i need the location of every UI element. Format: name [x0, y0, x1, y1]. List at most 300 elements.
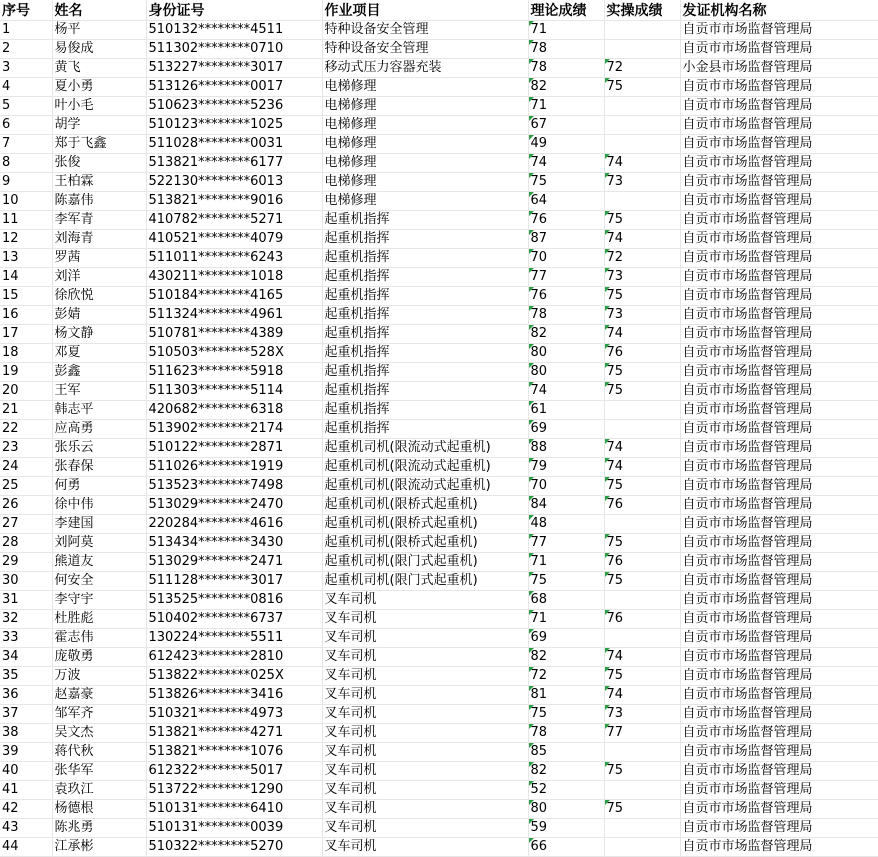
cell-id-number[interactable]: 513126********0017 [146, 78, 322, 97]
cell-theory-score[interactable]: 71 [528, 21, 604, 40]
cell-work-item[interactable]: 电梯修理 [322, 154, 528, 173]
cell-practical-score[interactable]: 74 [604, 439, 680, 458]
cell-practical-score[interactable] [604, 420, 680, 439]
cell-theory-score[interactable]: 78 [528, 59, 604, 78]
cell-theory-score[interactable]: 82 [528, 78, 604, 97]
cell-index[interactable]: 24 [0, 458, 52, 477]
cell-id-number[interactable]: 511026********1919 [146, 458, 322, 477]
cell-index[interactable]: 16 [0, 306, 52, 325]
cell-practical-score[interactable] [604, 781, 680, 800]
cell-id-number[interactable]: 510132********4511 [146, 21, 322, 40]
cell-index[interactable]: 13 [0, 249, 52, 268]
cell-id-number[interactable]: 511028********0031 [146, 135, 322, 154]
cell-id-number[interactable]: 513722********1290 [146, 781, 322, 800]
cell-id-number[interactable]: 612423********2810 [146, 648, 322, 667]
cell-practical-score[interactable]: 73 [604, 268, 680, 287]
cell-theory-score[interactable]: 84 [528, 496, 604, 515]
cell-practical-score[interactable]: 73 [604, 173, 680, 192]
cell-index[interactable]: 22 [0, 420, 52, 439]
cell-theory-score[interactable]: 78 [528, 724, 604, 743]
header-issuing-authority[interactable]: 发证机构名称 [680, 0, 878, 21]
cell-id-number[interactable]: 513902********2174 [146, 420, 322, 439]
cell-theory-score[interactable]: 81 [528, 686, 604, 705]
cell-index[interactable]: 19 [0, 363, 52, 382]
cell-issuing-authority[interactable]: 自贡市市场监督管理局 [680, 648, 878, 667]
cell-issuing-authority[interactable]: 自贡市市场监督管理局 [680, 230, 878, 249]
cell-issuing-authority[interactable]: 自贡市市场监督管理局 [680, 515, 878, 534]
header-practical-score[interactable]: 实操成绩 [604, 0, 680, 21]
cell-id-number[interactable]: 513821********1076 [146, 743, 322, 762]
cell-index[interactable]: 6 [0, 116, 52, 135]
cell-work-item[interactable]: 特种设备安全管理 [322, 21, 528, 40]
cell-practical-score[interactable]: 75 [604, 211, 680, 230]
cell-theory-score[interactable]: 71 [528, 610, 604, 629]
cell-name[interactable]: 刘阿莫 [52, 534, 146, 553]
cell-practical-score[interactable] [604, 838, 680, 857]
cell-name[interactable]: 何安全 [52, 572, 146, 591]
cell-name[interactable]: 庞敬勇 [52, 648, 146, 667]
cell-issuing-authority[interactable]: 自贡市市场监督管理局 [680, 154, 878, 173]
cell-index[interactable]: 38 [0, 724, 52, 743]
cell-issuing-authority[interactable]: 自贡市市场监督管理局 [680, 40, 878, 59]
cell-index[interactable]: 20 [0, 382, 52, 401]
cell-index[interactable]: 31 [0, 591, 52, 610]
cell-issuing-authority[interactable]: 自贡市市场监督管理局 [680, 287, 878, 306]
cell-theory-score[interactable]: 71 [528, 97, 604, 116]
cell-theory-score[interactable]: 70 [528, 477, 604, 496]
cell-index[interactable]: 9 [0, 173, 52, 192]
cell-issuing-authority[interactable]: 自贡市市场监督管理局 [680, 401, 878, 420]
cell-issuing-authority[interactable]: 自贡市市场监督管理局 [680, 458, 878, 477]
header-index[interactable]: 序号 [0, 0, 52, 21]
cell-issuing-authority[interactable]: 自贡市市场监督管理局 [680, 762, 878, 781]
cell-practical-score[interactable] [604, 591, 680, 610]
cell-practical-score[interactable]: 74 [604, 154, 680, 173]
cell-index[interactable]: 30 [0, 572, 52, 591]
cell-practical-score[interactable]: 74 [604, 686, 680, 705]
cell-index[interactable]: 39 [0, 743, 52, 762]
cell-work-item[interactable]: 电梯修理 [322, 135, 528, 154]
cell-index[interactable]: 21 [0, 401, 52, 420]
cell-issuing-authority[interactable]: 自贡市市场监督管理局 [680, 173, 878, 192]
cell-id-number[interactable]: 511011********6243 [146, 249, 322, 268]
cell-index[interactable]: 36 [0, 686, 52, 705]
cell-name[interactable]: 徐中伟 [52, 496, 146, 515]
cell-index[interactable]: 33 [0, 629, 52, 648]
cell-theory-score[interactable]: 77 [528, 268, 604, 287]
cell-issuing-authority[interactable]: 自贡市市场监督管理局 [680, 496, 878, 515]
cell-theory-score[interactable]: 76 [528, 287, 604, 306]
cell-work-item[interactable]: 起重机指挥 [322, 306, 528, 325]
cell-name[interactable]: 王军 [52, 382, 146, 401]
cell-index[interactable]: 7 [0, 135, 52, 154]
cell-work-item[interactable]: 起重机指挥 [322, 325, 528, 344]
cell-work-item[interactable]: 叉车司机 [322, 686, 528, 705]
cell-work-item[interactable]: 叉车司机 [322, 591, 528, 610]
cell-id-number[interactable]: 410782********5271 [146, 211, 322, 230]
header-name[interactable]: 姓名 [52, 0, 146, 21]
cell-name[interactable]: 彭鑫 [52, 363, 146, 382]
cell-issuing-authority[interactable]: 自贡市市场监督管理局 [680, 572, 878, 591]
cell-index[interactable]: 26 [0, 496, 52, 515]
cell-work-item[interactable]: 叉车司机 [322, 629, 528, 648]
cell-theory-score[interactable]: 59 [528, 819, 604, 838]
cell-issuing-authority[interactable]: 自贡市市场监督管理局 [680, 705, 878, 724]
cell-id-number[interactable]: 420682********6318 [146, 401, 322, 420]
cell-practical-score[interactable]: 75 [604, 287, 680, 306]
cell-id-number[interactable]: 510623********5236 [146, 97, 322, 116]
cell-practical-score[interactable] [604, 97, 680, 116]
cell-name[interactable]: 徐欣悦 [52, 287, 146, 306]
cell-index[interactable]: 34 [0, 648, 52, 667]
cell-work-item[interactable]: 起重机司机(限桥式起重机) [322, 534, 528, 553]
cell-name[interactable]: 李建国 [52, 515, 146, 534]
cell-name[interactable]: 叶小毛 [52, 97, 146, 116]
cell-issuing-authority[interactable]: 自贡市市场监督管理局 [680, 363, 878, 382]
cell-issuing-authority[interactable]: 自贡市市场监督管理局 [680, 838, 878, 857]
cell-practical-score[interactable]: 74 [604, 648, 680, 667]
cell-practical-score[interactable]: 75 [604, 363, 680, 382]
cell-practical-score[interactable]: 76 [604, 553, 680, 572]
cell-practical-score[interactable] [604, 40, 680, 59]
cell-work-item[interactable]: 起重机指挥 [322, 363, 528, 382]
cell-id-number[interactable]: 511623********5918 [146, 363, 322, 382]
cell-index[interactable]: 43 [0, 819, 52, 838]
cell-practical-score[interactable] [604, 743, 680, 762]
cell-practical-score[interactable]: 73 [604, 306, 680, 325]
cell-theory-score[interactable]: 71 [528, 553, 604, 572]
cell-practical-score[interactable] [604, 135, 680, 154]
cell-issuing-authority[interactable]: 自贡市市场监督管理局 [680, 477, 878, 496]
cell-work-item[interactable]: 叉车司机 [322, 819, 528, 838]
cell-practical-score[interactable]: 74 [604, 325, 680, 344]
cell-work-item[interactable]: 叉车司机 [322, 667, 528, 686]
cell-theory-score[interactable]: 74 [528, 154, 604, 173]
cell-theory-score[interactable]: 82 [528, 762, 604, 781]
cell-name[interactable]: 蒋代秋 [52, 743, 146, 762]
cell-name[interactable]: 何勇 [52, 477, 146, 496]
cell-work-item[interactable]: 叉车司机 [322, 724, 528, 743]
cell-id-number[interactable]: 510131********0039 [146, 819, 322, 838]
cell-issuing-authority[interactable]: 自贡市市场监督管理局 [680, 743, 878, 762]
cell-work-item[interactable]: 电梯修理 [322, 192, 528, 211]
cell-name[interactable]: 黄飞 [52, 59, 146, 78]
cell-practical-score[interactable]: 76 [604, 496, 680, 515]
cell-index[interactable]: 17 [0, 325, 52, 344]
cell-issuing-authority[interactable]: 小金县市场监督管理局 [680, 59, 878, 78]
cell-issuing-authority[interactable]: 自贡市市场监督管理局 [680, 344, 878, 363]
cell-id-number[interactable]: 220284********4616 [146, 515, 322, 534]
cell-work-item[interactable]: 起重机指挥 [322, 230, 528, 249]
cell-name[interactable]: 陈兆勇 [52, 819, 146, 838]
cell-name[interactable]: 邓夏 [52, 344, 146, 363]
cell-index[interactable]: 44 [0, 838, 52, 857]
cell-work-item[interactable]: 起重机司机(限流动式起重机) [322, 458, 528, 477]
cell-practical-score[interactable]: 75 [604, 572, 680, 591]
cell-issuing-authority[interactable]: 自贡市市场监督管理局 [680, 21, 878, 40]
cell-work-item[interactable]: 起重机指挥 [322, 211, 528, 230]
cell-name[interactable]: 袁玖江 [52, 781, 146, 800]
cell-name[interactable]: 陈嘉伟 [52, 192, 146, 211]
cell-issuing-authority[interactable]: 自贡市市场监督管理局 [680, 78, 878, 97]
cell-theory-score[interactable]: 67 [528, 116, 604, 135]
cell-work-item[interactable]: 叉车司机 [322, 762, 528, 781]
cell-name[interactable]: 应高勇 [52, 420, 146, 439]
cell-issuing-authority[interactable]: 自贡市市场监督管理局 [680, 800, 878, 819]
cell-name[interactable]: 杨文静 [52, 325, 146, 344]
cell-work-item[interactable]: 电梯修理 [322, 173, 528, 192]
cell-work-item[interactable]: 叉车司机 [322, 781, 528, 800]
cell-index[interactable]: 2 [0, 40, 52, 59]
cell-theory-score[interactable]: 78 [528, 306, 604, 325]
cell-practical-score[interactable]: 75 [604, 382, 680, 401]
cell-name[interactable]: 杜胜彪 [52, 610, 146, 629]
cell-work-item[interactable]: 起重机司机(限门式起重机) [322, 572, 528, 591]
cell-practical-score[interactable]: 72 [604, 59, 680, 78]
cell-index[interactable]: 35 [0, 667, 52, 686]
cell-theory-score[interactable]: 49 [528, 135, 604, 154]
cell-issuing-authority[interactable]: 自贡市市场监督管理局 [680, 268, 878, 287]
cell-issuing-authority[interactable]: 自贡市市场监督管理局 [680, 192, 878, 211]
cell-issuing-authority[interactable]: 自贡市市场监督管理局 [680, 439, 878, 458]
cell-practical-score[interactable] [604, 515, 680, 534]
cell-work-item[interactable]: 叉车司机 [322, 743, 528, 762]
cell-theory-score[interactable]: 69 [528, 629, 604, 648]
cell-practical-score[interactable]: 75 [604, 78, 680, 97]
cell-theory-score[interactable]: 52 [528, 781, 604, 800]
cell-practical-score[interactable] [604, 192, 680, 211]
cell-issuing-authority[interactable]: 自贡市市场监督管理局 [680, 116, 878, 135]
cell-name[interactable]: 邹军齐 [52, 705, 146, 724]
cell-theory-score[interactable]: 88 [528, 439, 604, 458]
cell-id-number[interactable]: 511303********5114 [146, 382, 322, 401]
cell-theory-score[interactable]: 48 [528, 515, 604, 534]
cell-id-number[interactable]: 513029********2471 [146, 553, 322, 572]
cell-name[interactable]: 王柏霖 [52, 173, 146, 192]
cell-theory-score[interactable]: 79 [528, 458, 604, 477]
cell-theory-score[interactable]: 74 [528, 382, 604, 401]
cell-name[interactable]: 罗茜 [52, 249, 146, 268]
cell-name[interactable]: 彭婧 [52, 306, 146, 325]
cell-index[interactable]: 3 [0, 59, 52, 78]
cell-index[interactable]: 14 [0, 268, 52, 287]
cell-work-item[interactable]: 叉车司机 [322, 705, 528, 724]
cell-theory-score[interactable]: 66 [528, 838, 604, 857]
cell-work-item[interactable]: 起重机司机(限门式起重机) [322, 553, 528, 572]
cell-work-item[interactable]: 移动式压力容器充装 [322, 59, 528, 78]
cell-issuing-authority[interactable]: 自贡市市场监督管理局 [680, 610, 878, 629]
cell-work-item[interactable]: 电梯修理 [322, 97, 528, 116]
cell-issuing-authority[interactable]: 自贡市市场监督管理局 [680, 135, 878, 154]
cell-issuing-authority[interactable]: 自贡市市场监督管理局 [680, 591, 878, 610]
cell-index[interactable]: 11 [0, 211, 52, 230]
cell-name[interactable]: 张华军 [52, 762, 146, 781]
cell-name[interactable]: 刘海青 [52, 230, 146, 249]
cell-name[interactable]: 万波 [52, 667, 146, 686]
cell-id-number[interactable]: 513821********4271 [146, 724, 322, 743]
cell-name[interactable]: 熊道友 [52, 553, 146, 572]
cell-index[interactable]: 37 [0, 705, 52, 724]
cell-theory-score[interactable]: 80 [528, 344, 604, 363]
cell-index[interactable]: 15 [0, 287, 52, 306]
cell-issuing-authority[interactable]: 自贡市市场监督管理局 [680, 306, 878, 325]
cell-work-item[interactable]: 起重机司机(限流动式起重机) [322, 439, 528, 458]
cell-name[interactable]: 张俊 [52, 154, 146, 173]
cell-issuing-authority[interactable]: 自贡市市场监督管理局 [680, 382, 878, 401]
cell-theory-score[interactable]: 64 [528, 192, 604, 211]
cell-issuing-authority[interactable]: 自贡市市场监督管理局 [680, 781, 878, 800]
cell-work-item[interactable]: 叉车司机 [322, 800, 528, 819]
cell-index[interactable]: 25 [0, 477, 52, 496]
cell-index[interactable]: 23 [0, 439, 52, 458]
cell-theory-score[interactable]: 76 [528, 211, 604, 230]
cell-practical-score[interactable] [604, 116, 680, 135]
cell-issuing-authority[interactable]: 自贡市市场监督管理局 [680, 211, 878, 230]
cell-work-item[interactable]: 电梯修理 [322, 116, 528, 135]
cell-work-item[interactable]: 起重机司机(限桥式起重机) [322, 496, 528, 515]
cell-id-number[interactable]: 522130********6013 [146, 173, 322, 192]
cell-name[interactable]: 李军青 [52, 211, 146, 230]
cell-id-number[interactable]: 510123********1025 [146, 116, 322, 135]
cell-work-item[interactable]: 特种设备安全管理 [322, 40, 528, 59]
cell-name[interactable]: 赵嘉豪 [52, 686, 146, 705]
cell-id-number[interactable]: 510402********6737 [146, 610, 322, 629]
cell-practical-score[interactable] [604, 819, 680, 838]
cell-index[interactable]: 27 [0, 515, 52, 534]
cell-id-number[interactable]: 513227********3017 [146, 59, 322, 78]
cell-practical-score[interactable]: 74 [604, 458, 680, 477]
cell-work-item[interactable]: 起重机指挥 [322, 401, 528, 420]
cell-id-number[interactable]: 510131********6410 [146, 800, 322, 819]
cell-index[interactable]: 40 [0, 762, 52, 781]
cell-practical-score[interactable]: 75 [604, 762, 680, 781]
cell-theory-score[interactable]: 82 [528, 648, 604, 667]
cell-id-number[interactable]: 513029********2470 [146, 496, 322, 515]
cell-practical-score[interactable]: 76 [604, 344, 680, 363]
cell-name[interactable]: 杨平 [52, 21, 146, 40]
cell-work-item[interactable]: 叉车司机 [322, 838, 528, 857]
cell-practical-score[interactable] [604, 401, 680, 420]
cell-name[interactable]: 吴文杰 [52, 724, 146, 743]
cell-practical-score[interactable]: 75 [604, 800, 680, 819]
cell-theory-score[interactable]: 82 [528, 325, 604, 344]
cell-practical-score[interactable]: 73 [604, 705, 680, 724]
cell-name[interactable]: 刘洋 [52, 268, 146, 287]
header-theory-score[interactable]: 理论成绩 [528, 0, 604, 21]
cell-issuing-authority[interactable]: 自贡市市场监督管理局 [680, 629, 878, 648]
cell-id-number[interactable]: 511128********3017 [146, 572, 322, 591]
cell-index[interactable]: 1 [0, 21, 52, 40]
cell-id-number[interactable]: 510503********528X [146, 344, 322, 363]
cell-id-number[interactable]: 511302********0710 [146, 40, 322, 59]
cell-id-number[interactable]: 430211********1018 [146, 268, 322, 287]
cell-work-item[interactable]: 起重机指挥 [322, 249, 528, 268]
header-work-item[interactable]: 作业项目 [322, 0, 528, 21]
cell-id-number[interactable]: 510184********4165 [146, 287, 322, 306]
cell-practical-score[interactable]: 77 [604, 724, 680, 743]
cell-theory-score[interactable]: 80 [528, 800, 604, 819]
cell-name[interactable]: 易俊成 [52, 40, 146, 59]
cell-id-number[interactable]: 511324********4961 [146, 306, 322, 325]
cell-theory-score[interactable]: 85 [528, 743, 604, 762]
cell-issuing-authority[interactable]: 自贡市市场监督管理局 [680, 686, 878, 705]
cell-name[interactable]: 韩志平 [52, 401, 146, 420]
cell-id-number[interactable]: 513434********3430 [146, 534, 322, 553]
cell-practical-score[interactable] [604, 629, 680, 648]
cell-theory-score[interactable]: 77 [528, 534, 604, 553]
cell-name[interactable]: 张春保 [52, 458, 146, 477]
cell-practical-score[interactable]: 75 [604, 534, 680, 553]
cell-index[interactable]: 28 [0, 534, 52, 553]
cell-work-item[interactable]: 起重机司机(限流动式起重机) [322, 477, 528, 496]
cell-id-number[interactable]: 510321********4973 [146, 705, 322, 724]
cell-issuing-authority[interactable]: 自贡市市场监督管理局 [680, 534, 878, 553]
cell-issuing-authority[interactable]: 自贡市市场监督管理局 [680, 724, 878, 743]
cell-id-number[interactable]: 513821********6177 [146, 154, 322, 173]
cell-index[interactable]: 4 [0, 78, 52, 97]
cell-theory-score[interactable]: 87 [528, 230, 604, 249]
cell-work-item[interactable]: 电梯修理 [322, 78, 528, 97]
cell-practical-score[interactable]: 74 [604, 230, 680, 249]
cell-theory-score[interactable]: 69 [528, 420, 604, 439]
cell-name[interactable]: 张乐云 [52, 439, 146, 458]
cell-work-item[interactable]: 叉车司机 [322, 648, 528, 667]
cell-index[interactable]: 29 [0, 553, 52, 572]
cell-theory-score[interactable]: 61 [528, 401, 604, 420]
header-id-number[interactable]: 身份证号 [146, 0, 322, 21]
cell-index[interactable]: 42 [0, 800, 52, 819]
cell-practical-score[interactable]: 75 [604, 477, 680, 496]
cell-index[interactable]: 10 [0, 192, 52, 211]
cell-work-item[interactable]: 起重机指挥 [322, 268, 528, 287]
cell-practical-score[interactable]: 75 [604, 667, 680, 686]
cell-issuing-authority[interactable]: 自贡市市场监督管理局 [680, 553, 878, 572]
cell-index[interactable]: 41 [0, 781, 52, 800]
cell-name[interactable]: 杨德根 [52, 800, 146, 819]
cell-index[interactable]: 5 [0, 97, 52, 116]
cell-work-item[interactable]: 起重机指挥 [322, 344, 528, 363]
cell-practical-score[interactable]: 72 [604, 249, 680, 268]
cell-issuing-authority[interactable]: 自贡市市场监督管理局 [680, 97, 878, 116]
cell-id-number[interactable]: 510322********5270 [146, 838, 322, 857]
cell-theory-score[interactable]: 78 [528, 40, 604, 59]
cell-name[interactable]: 郑于飞鑫 [52, 135, 146, 154]
cell-name[interactable]: 胡学 [52, 116, 146, 135]
cell-work-item[interactable]: 起重机指挥 [322, 287, 528, 306]
cell-theory-score[interactable]: 75 [528, 572, 604, 591]
cell-issuing-authority[interactable]: 自贡市市场监督管理局 [680, 819, 878, 838]
cell-id-number[interactable]: 513822********025X [146, 667, 322, 686]
cell-theory-score[interactable]: 70 [528, 249, 604, 268]
cell-id-number[interactable]: 510781********4389 [146, 325, 322, 344]
cell-practical-score[interactable]: 76 [604, 610, 680, 629]
cell-name[interactable]: 霍志伟 [52, 629, 146, 648]
cell-index[interactable]: 18 [0, 344, 52, 363]
cell-name[interactable]: 夏小勇 [52, 78, 146, 97]
cell-index[interactable]: 8 [0, 154, 52, 173]
cell-id-number[interactable]: 513826********3416 [146, 686, 322, 705]
cell-theory-score[interactable]: 72 [528, 667, 604, 686]
cell-issuing-authority[interactable]: 自贡市市场监督管理局 [680, 325, 878, 344]
cell-theory-score[interactable]: 75 [528, 173, 604, 192]
cell-work-item[interactable]: 叉车司机 [322, 610, 528, 629]
cell-id-number[interactable]: 513523********7498 [146, 477, 322, 496]
cell-index[interactable]: 12 [0, 230, 52, 249]
cell-id-number[interactable]: 612322********5017 [146, 762, 322, 781]
cell-issuing-authority[interactable]: 自贡市市场监督管理局 [680, 667, 878, 686]
cell-issuing-authority[interactable]: 自贡市市场监督管理局 [680, 249, 878, 268]
cell-index[interactable]: 32 [0, 610, 52, 629]
